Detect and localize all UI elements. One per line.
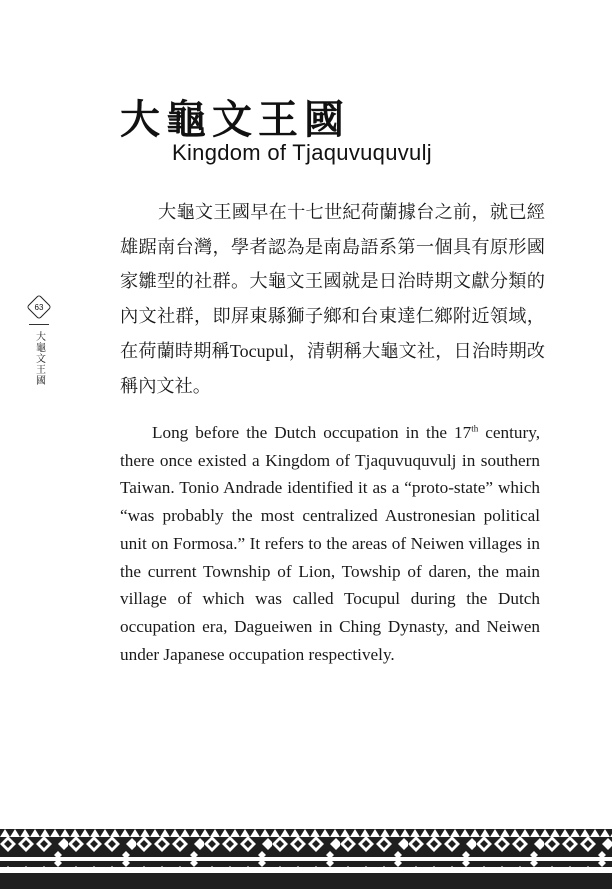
- english-paragraph: [120, 419, 540, 668]
- english-paragraph-part2: century, there once existed a Kingdom of Tjaquvuquvulj in southern Taiwan. Tonio Andrade identified it as a “proto-state” which “was probably the most centralized Austronesian political unit on Formosa.” It refers to the areas of Neiwen villages in the current Township of Lion, Towship of daren, the main village of which was called Tocupul during the Dutch occupation era, Dagueiwen in Ching Dynasty, and Neiwen under Japanese occupation respectively.: [120, 423, 540, 664]
- page-title-chinese: 大龜文王國: [120, 97, 350, 143]
- page-number-badge: [26, 294, 51, 319]
- side-page-marker: [24, 298, 54, 386]
- page-number: 63: [34, 302, 44, 312]
- chinese-paragraph-part1: 大龜文王國早在十七世紀荷蘭據台之前，就已經雄踞南台灣，學者認為是南島語系第一個具有原形國家雛型的社群。大龜文王國就是日治時期文獻分類的內文社群，即屏東縣獅子鄉和台東達仁鄉附近領域，在荷蘭時期稱: [120, 202, 545, 362]
- english-paragraph-part1: Long before the Dutch occupation in the 17: [152, 423, 472, 442]
- chinese-paragraph-latin-term: Tocupul: [229, 341, 289, 361]
- page-title-english: Kingdom of Tjaquvuquvulj: [172, 140, 432, 165]
- side-chapter-label: 大龜文王國: [33, 331, 45, 386]
- chinese-paragraph: [120, 196, 545, 404]
- ordinal-superscript: th: [471, 423, 479, 434]
- decorative-footer-band: [0, 829, 612, 889]
- chinese-paragraph-part2: ，清朝稱大龜文社，日治時期改稱內文社。: [120, 341, 545, 397]
- side-divider: [29, 324, 49, 325]
- footer-pattern-icon: [0, 829, 612, 889]
